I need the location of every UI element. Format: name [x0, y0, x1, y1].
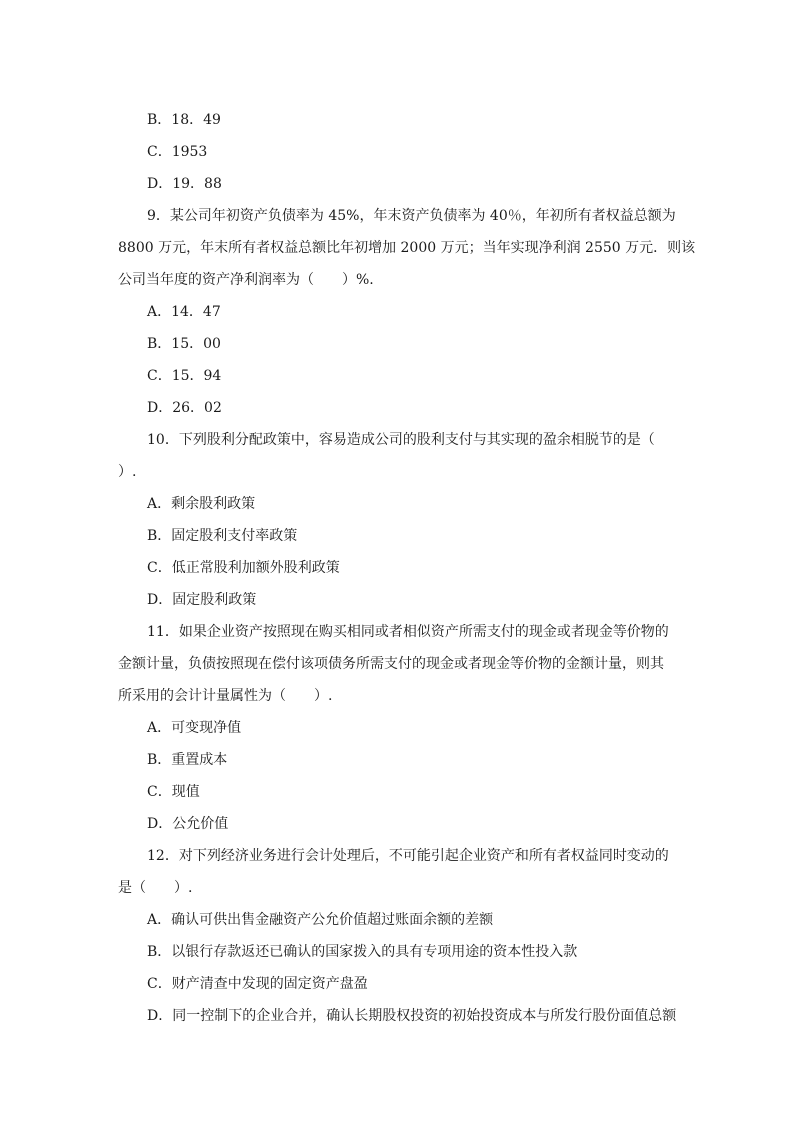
q10-option-d: D．固定股利政策 [147, 592, 257, 608]
q9-option-b: B．15．00 [147, 336, 221, 352]
q11-option-c: C．现值 [147, 784, 200, 800]
q10-option-a: A．剩余股利政策 [147, 496, 256, 512]
q12-option-c: C．财产清查中发现的固定资产盘盈 [147, 976, 368, 992]
q11-option-b: B．重置成本 [147, 752, 228, 768]
q9-option-d: D．26．02 [147, 400, 222, 416]
q11-option-a: A．可变现净值 [147, 720, 242, 736]
q8-option-b: B．18．49 [147, 112, 221, 128]
q10-stem-line: 10．下列股利分配政策中，容易造成公司的股利支付与其实现的盈余相脱节的是（ [147, 432, 655, 448]
q11-stem-line: 所采用的会计计量属性为（ ）. [118, 688, 333, 704]
q12-option-a: A．确认可供出售金融资产公允价值超过账面余额的差额 [147, 912, 494, 928]
q12-stem-line: 12．对下列经济业务进行会计处理后，不可能引起企业资产和所有者权益同时变动的 [147, 848, 669, 864]
q9-option-a: A．14．47 [147, 304, 221, 320]
q11-stem-line: 11．如果企业资产按照现在购买相同或者相似资产所需支付的现金或者现金等价物的 [147, 624, 669, 640]
q9-stem-line: 8800 万元，年末所有者权益总额比年初增加 2000 万元；当年实现净利润 2550 万元．则该 [118, 240, 696, 256]
q12-stem-line: 是（ ）. [118, 880, 193, 896]
q10-option-b: B．固定股利支付率政策 [147, 528, 298, 544]
q8-option-c: C．1953 [147, 144, 208, 160]
q12-option-b: B．以银行存款返还已确认的国家拨入的具有专项用途的资本性投入款 [147, 944, 578, 960]
q11-option-d: D．公允价值 [147, 816, 229, 832]
q9-stem-line: 公司当年度的资产净利润率为（ ）%. [118, 272, 374, 288]
q11-stem-line: 金额计量，负债按照现在偿付该项债务所需支付的现金或者现金等价物的金额计量，则其 [118, 656, 664, 672]
q10-option-c: C．低正常股利加额外股利政策 [147, 560, 340, 576]
q8-option-d: D．19．88 [147, 176, 222, 192]
q9-option-c: C．15．94 [147, 368, 222, 384]
q10-stem-line: ）. [118, 464, 137, 480]
q9-stem-line: 9．某公司年初资产负债率为 45%，年末资产负债率为 40％，年初所有者权益总额为 [147, 208, 676, 224]
q12-option-d: D．同一控制下的企业合并，确认长期股权投资的初始投资成本与所发行股份面值总额 [147, 1008, 677, 1024]
